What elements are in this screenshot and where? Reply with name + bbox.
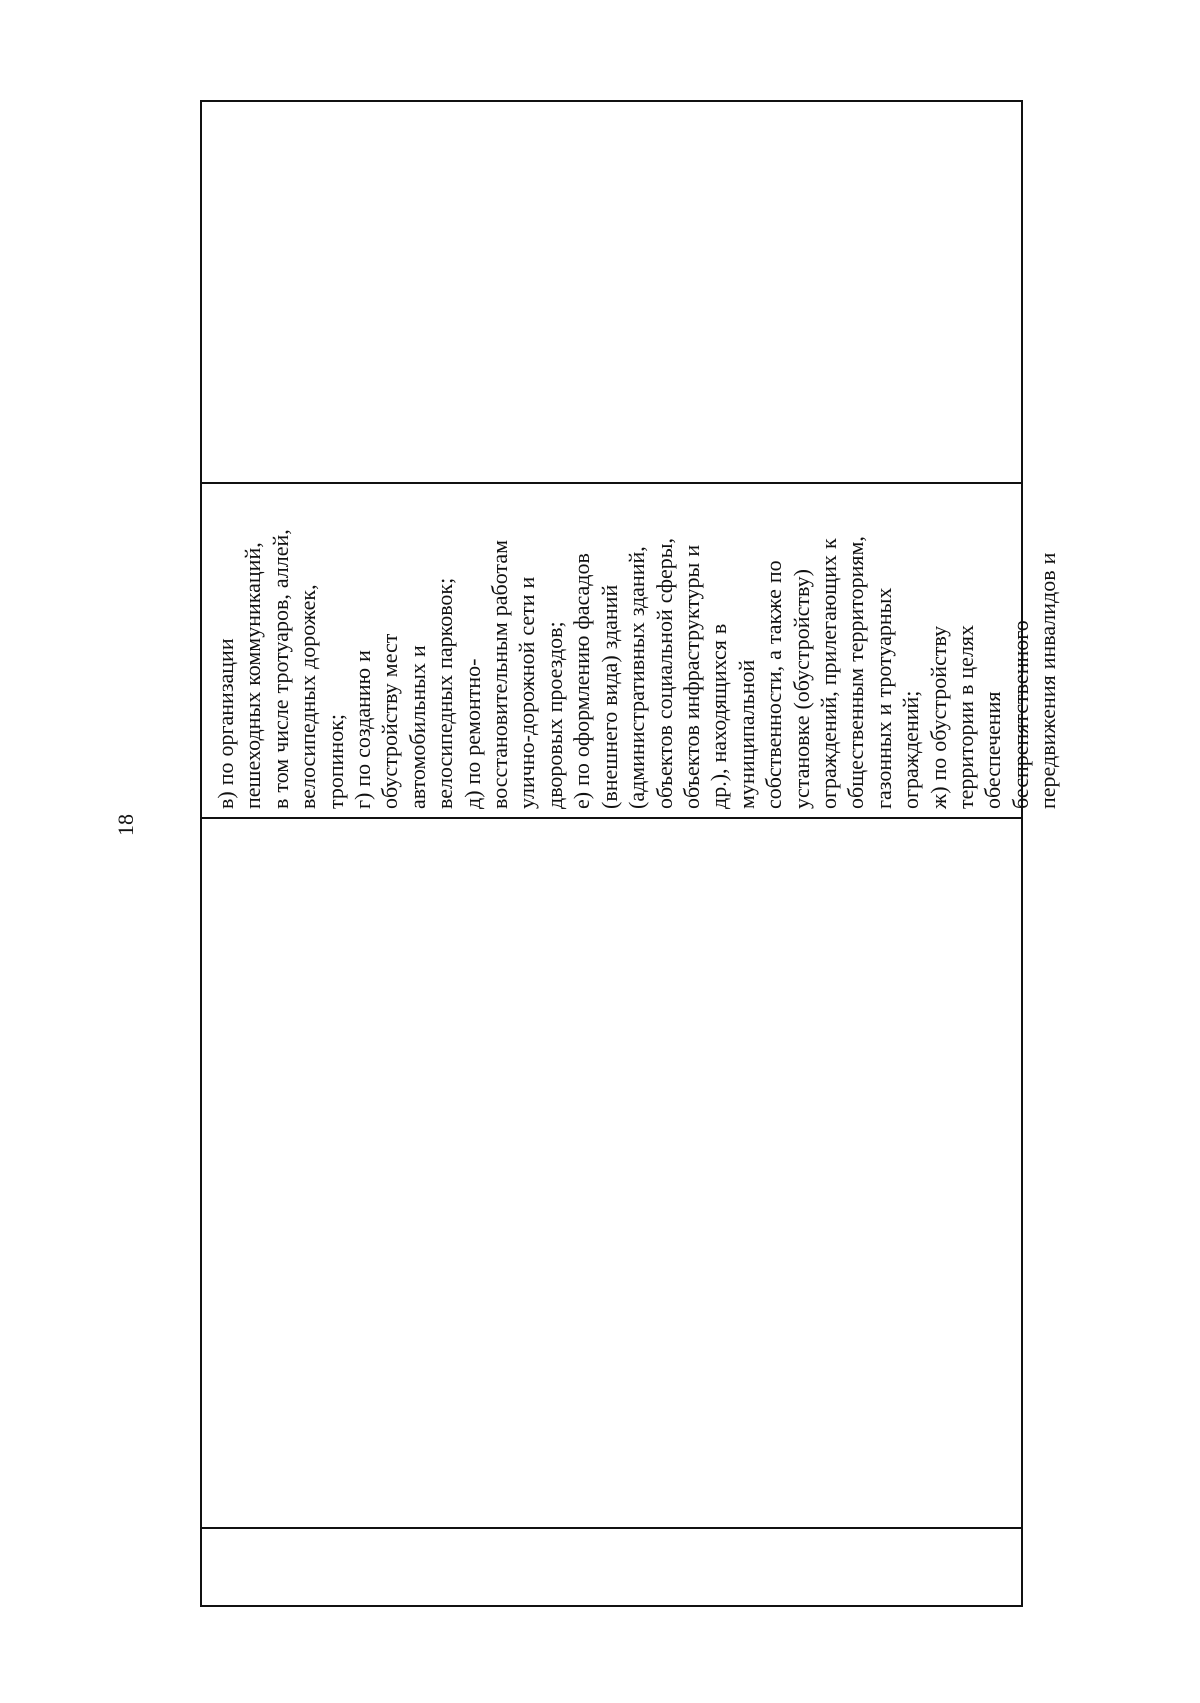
table-cell-4-text [202, 102, 212, 482]
content-table [200, 100, 1061, 1607]
table-cell-1-text [202, 1529, 212, 1605]
table-cell-4 [202, 102, 1021, 482]
table-cell-3-text: в) по организации пешеходных коммуникаций, в том числе тротуаров, аллей, велосипедных дорожек, тропинок; г) по созданию и обустройству мест автомобильных и велосипедных парковок; д) по ремонтно- восстановительным работам улично-дорожной сети и дворовых проездов; е) по оформлению фасадов (внешнего вида) зданий (административных зданий, объектов социальной сферы, объектов инфраструктуры и др.), находящихся в муниципальной собственности, а также по установке (обустройству) ограждений, прилегающих к общественным территориям, газонных и тротуарных ограждений; ж) по обустройству территории в целях обеспечения беспрепятственного передвижения инвалидов и [213, 529, 1061, 809]
table-cell-2 [202, 817, 1021, 1527]
table-cell-2-text [202, 819, 212, 1527]
table-cell-3 [202, 482, 1061, 817]
page-number: 18 [113, 814, 138, 836]
rotated-landscape-page [200, 100, 1061, 1607]
table-cell-1 [202, 1527, 1021, 1605]
